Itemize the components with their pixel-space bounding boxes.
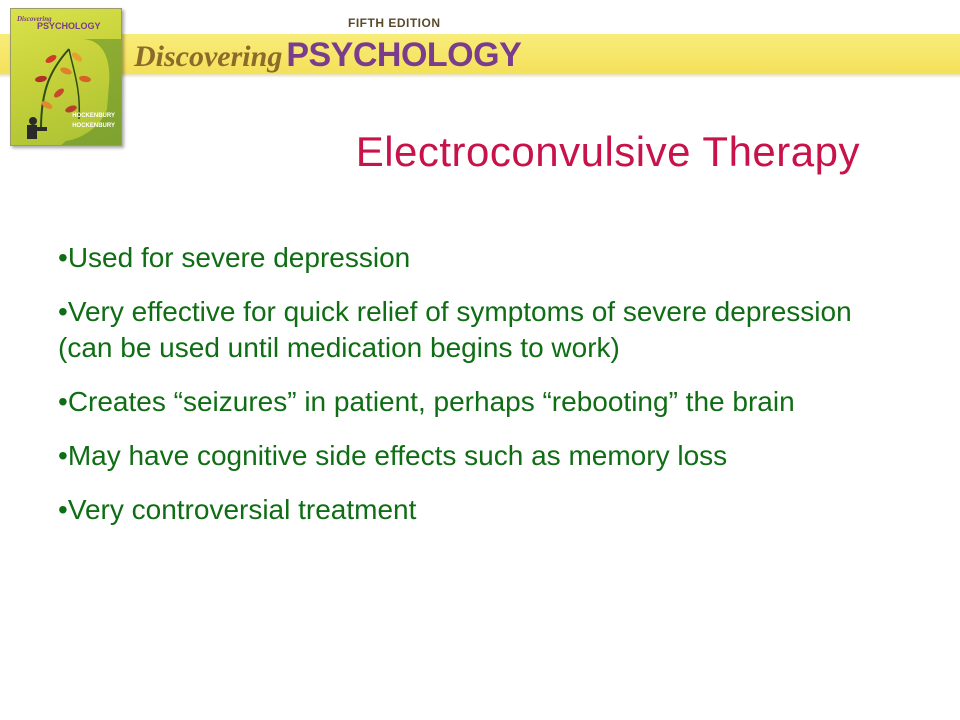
cover-author-1: HOCKENBURY <box>72 113 115 119</box>
brand-prefix: Discovering <box>134 40 283 73</box>
slide-title: Electroconvulsive Therapy <box>355 128 860 175</box>
book-cover-image <box>10 8 122 146</box>
bullet-item: • Creates “seizures” in patient, perhaps “rebooting” the brain <box>58 384 878 420</box>
bullet-item: • Very controversial treatment <box>58 492 878 528</box>
bullet-item: • May have cognitive side effects such as memory loss <box>58 438 878 474</box>
edition-label: FIFTH EDITION <box>348 16 441 30</box>
brand-main: PSYCHOLOGY <box>286 36 522 74</box>
brand-logo <box>134 36 521 72</box>
cover-author-2: HOCKENBURY <box>72 123 115 129</box>
cover-title-main: PSYCHOLOGY <box>37 21 101 31</box>
bullet-item: • Very effective for quick relief of symptoms of severe depression (can be used until medication begins to work) <box>58 294 878 366</box>
bullet-list <box>58 240 878 546</box>
header-top-strip <box>0 0 960 34</box>
cover-title-prefix: Discovering <box>17 15 52 23</box>
bullet-item: • Used for severe depression <box>58 240 878 276</box>
